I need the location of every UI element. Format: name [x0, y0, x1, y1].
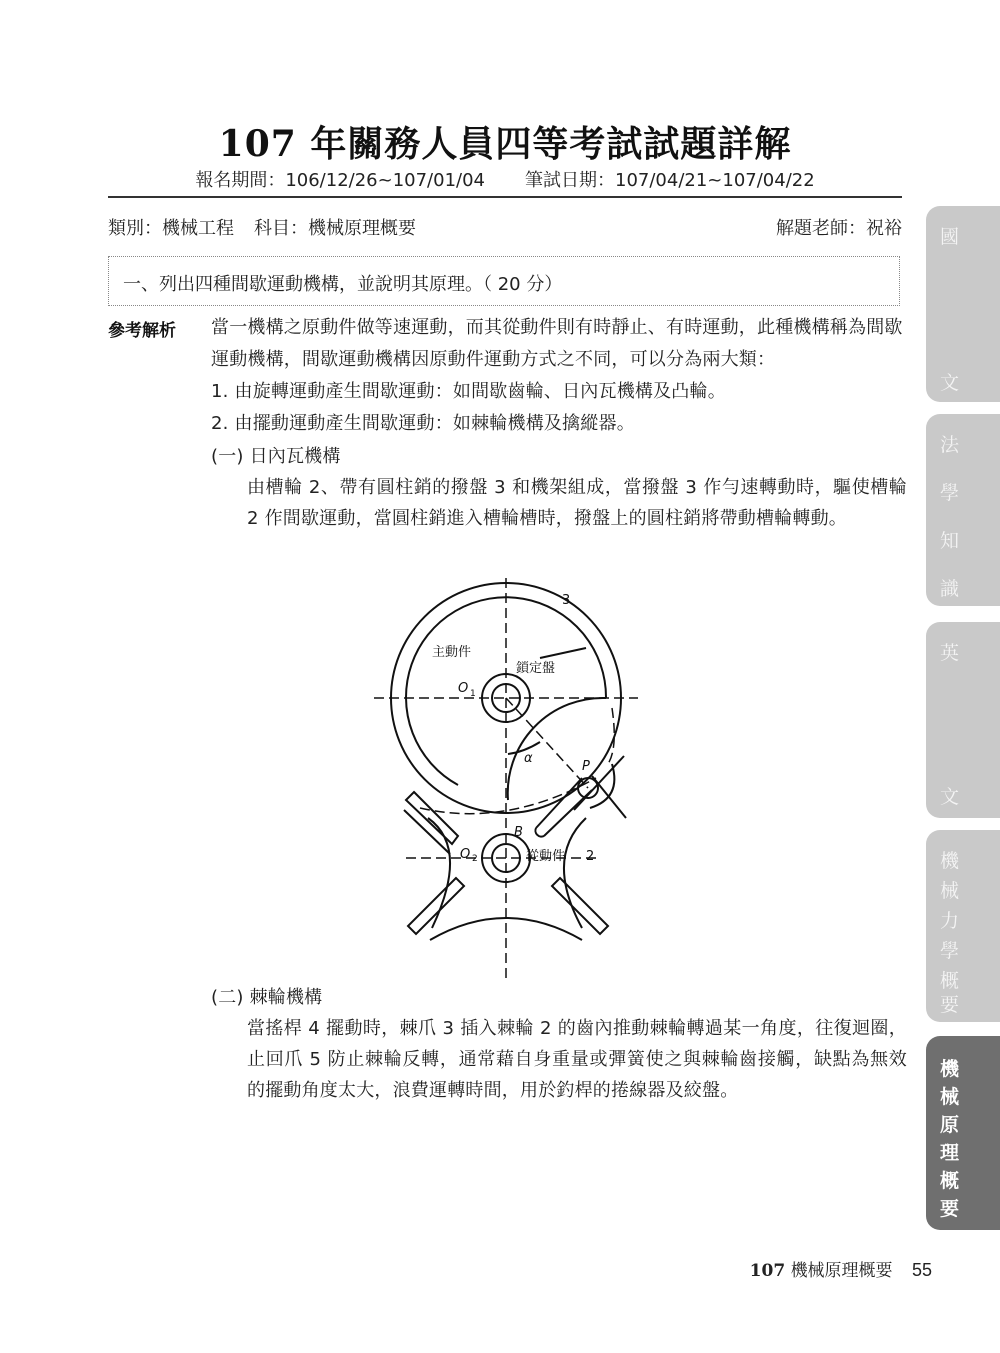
side-tab-english[interactable]	[926, 622, 1000, 818]
label-o2-sub: 2	[472, 854, 478, 864]
label-o1: O	[458, 681, 469, 696]
tab-char: 理	[940, 1142, 960, 1164]
subject: 科目：機械原理概要	[254, 218, 416, 239]
side-tab-mechanics[interactable]	[926, 830, 1000, 1022]
answer-label: 參考解析	[108, 321, 176, 341]
list-item: 1. 由旋轉運動產生間歇運動：如間歇齒輪、日內瓦機構及凸輪。	[211, 381, 726, 402]
page-number: 55	[911, 1260, 932, 1280]
header-divider	[108, 196, 902, 198]
label-driver: 主動件	[432, 645, 472, 660]
tab-char: 機	[940, 1058, 960, 1080]
label-o2: O	[460, 847, 471, 862]
exam-meta	[108, 214, 416, 240]
label-b: B	[514, 825, 523, 840]
tab-char: 力	[940, 910, 960, 932]
tab-char: 概	[940, 970, 960, 992]
section-heading-geneva: (一) 日內瓦機構	[211, 446, 341, 467]
tab-char: 國	[940, 226, 960, 248]
side-tab-law[interactable]	[926, 414, 1000, 606]
tab-char: 機	[940, 850, 960, 872]
tab-char: 學	[940, 482, 960, 504]
list-item: 2. 由擺動運動產生間歇運動：如棘輪機構及擒縱器。	[211, 413, 635, 434]
category: 類別：機械工程	[108, 218, 234, 239]
tab-char: 文	[940, 372, 960, 394]
exam-dates	[108, 166, 902, 192]
tab-char: 要	[940, 1198, 960, 1220]
tab-char: 英	[940, 642, 960, 664]
tab-char: 學	[940, 940, 960, 962]
page-title: 107 年關務人員四等考試試題詳解	[218, 123, 792, 165]
label-alpha: α	[524, 751, 533, 766]
label-p: P	[582, 759, 590, 774]
teacher: 解題老師：祝裕	[776, 218, 902, 239]
label-locking-disc: 鎖定盤	[516, 661, 556, 676]
question-box	[108, 256, 900, 306]
tab-char: 概	[940, 1170, 960, 1192]
tab-char: 識	[940, 578, 960, 600]
tab-char: 械	[940, 1086, 960, 1108]
tab-char: 法	[940, 434, 960, 456]
exam-date: 筆試日期：107/04/21~107/04/22	[525, 170, 815, 191]
tab-char: 文	[940, 786, 960, 808]
answer-intro: 當一機構之原動件做等速運動，而其從動件則有時靜止、有時運動，此種機構稱為間歇運動機構，間歇運動機構因原動件運動方式之不同，可以分為兩大類：	[211, 317, 903, 370]
registration-period: 報名期間：106/12/26~107/01/04	[195, 170, 485, 191]
footer-year: 107	[749, 1261, 786, 1281]
section-body-geneva: 由槽輪 2、帶有圓柱銷的撥盤 3 和機架組成，當撥盤 3 作勻速轉動時，驅使槽輪 2 作間歇運動，當圓柱銷進入槽輪槽時，撥盤上的圓柱銷將帶動槽輪轉動。	[247, 477, 907, 529]
label-o1-sub: 1	[470, 689, 476, 699]
tab-char: 要	[940, 994, 960, 1016]
side-tab-machine-principles[interactable]	[926, 1036, 1000, 1230]
side-tab-chinese[interactable]	[926, 206, 1000, 402]
label-follower: 從動件	[526, 849, 566, 864]
page-footer	[750, 1256, 932, 1281]
footer-subject: 機械原理概要	[790, 1261, 893, 1281]
geneva-mechanism-diagram	[360, 578, 660, 978]
label-part3: 3	[562, 593, 571, 608]
tab-char: 械	[940, 880, 960, 902]
label-part2: 2	[586, 849, 595, 864]
tab-char: 原	[940, 1114, 960, 1136]
section-heading-ratchet: (二) 棘輪機構	[211, 987, 323, 1008]
question-text: 一、列出四種間歇運動機構，並說明其原理。（ 20 分）	[123, 274, 563, 295]
tab-char: 知	[940, 530, 960, 552]
section-body-ratchet: 當搖桿 4 擺動時，棘爪 3 插入棘輪 2 的齒內推動棘輪轉過某一角度，往復迴圈，止回爪 5 防止棘輪反轉，通常藉自身重量或彈簧使之與棘輪齒接觸，缺點為無效的擺動角度太大，浪費運轉時間，用於釣桿的捲線器及絞盤。	[247, 1018, 907, 1101]
